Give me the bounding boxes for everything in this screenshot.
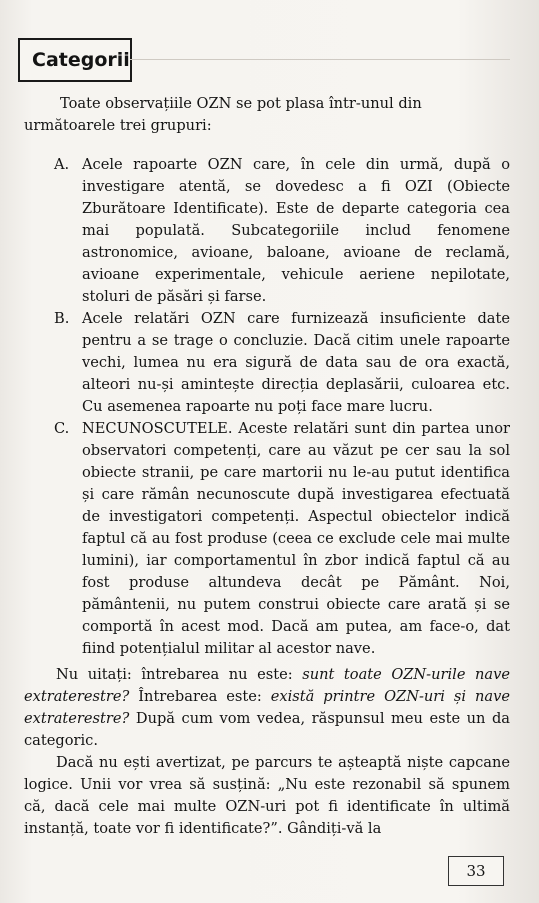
category-marker: A. [54,156,70,173]
reminder-question-2: există printre OZN-uri și nave extraterestre? [24,688,510,727]
category-marker: C. [54,420,70,437]
category-text: Acele rapoarte OZN care, în cele din urmă, după o investigare atentă, se dovedesc a fi OZI (Obiecte Zburătoare Identificate). Este de departe categoria cea mai populată. Subcategoriile includ fenomene astronomice, avioane, baloane, avioane de reclamă, avioane experimentale, vehicule aeriene nepilotate, stoluri de păsări și farse. [82,156,510,305]
section-heading: Categorii [32,49,130,71]
reminder-paragraph [24,664,510,752]
category-marker: B. [54,310,70,327]
body-paragraphs [24,664,510,840]
heading-rule [130,59,510,60]
reminder-start: Nu uitați: întrebarea nu este: [56,666,303,683]
intro-block [24,93,510,137]
intro-paragraph: Toate observațiile OZN se pot plasa într-unul din următoarele trei grupuri: [24,95,422,134]
category-item-b [24,308,510,418]
category-item-c [24,418,510,660]
reminder-question-1: sunt toate OZN-urile nave extraterestre? [24,666,510,705]
category-text: NECUNOSCUTELE. Aceste relatări sunt din partea unor observatori competenți, care au văzut pe cer sau la sol obiecte stranii, pe care martorii nu le-au putut identifica și care rămân necunoscute după investigarea efectuată de investigatori competenți. Aspectul obiectelor indică faptul că au fost produse (ceea ce exclude cele mai multe lumini), iar comportamentul în zbor indică faptul că au fost produse altundeva decât pe Pământ. Noi, pământenii, nu putem construi obiecte care arată și se comportă în acest mod. Dacă am putea, am face-o, dat fiind potențialul militar al acestor nave. [82,420,510,657]
category-list [24,154,510,660]
reminder-end: După cum vom vedea, răspunsul meu este un da categoric. [24,710,510,749]
category-text: Acele relatări OZN care furnizează insuficiente date pentru a se trage o concluzie. Dacă citim unele rapoarte vechi, lumea nu era sigură de data sau de ora exactă, alteori nu-și amintește direcția deplasării, culoarea etc. Cu asemenea rapoarte nu poți face mare lucru. [82,310,510,415]
section-heading-box [18,38,132,82]
page-number: 33 [448,856,504,886]
warning-paragraph: Dacă nu ești avertizat, pe parcurs te așteaptă niște capcane logice. Unii vor vrea să susțină: „Nu este rezonabil să spunem că, dacă cele mai multe OZN-uri pot fi identificate în ultimă instanță, toate vor fi identificate?”. Gândiți-vă la [24,754,510,837]
category-item-a [24,154,510,308]
reminder-middle: Întrebarea este: [129,688,271,705]
